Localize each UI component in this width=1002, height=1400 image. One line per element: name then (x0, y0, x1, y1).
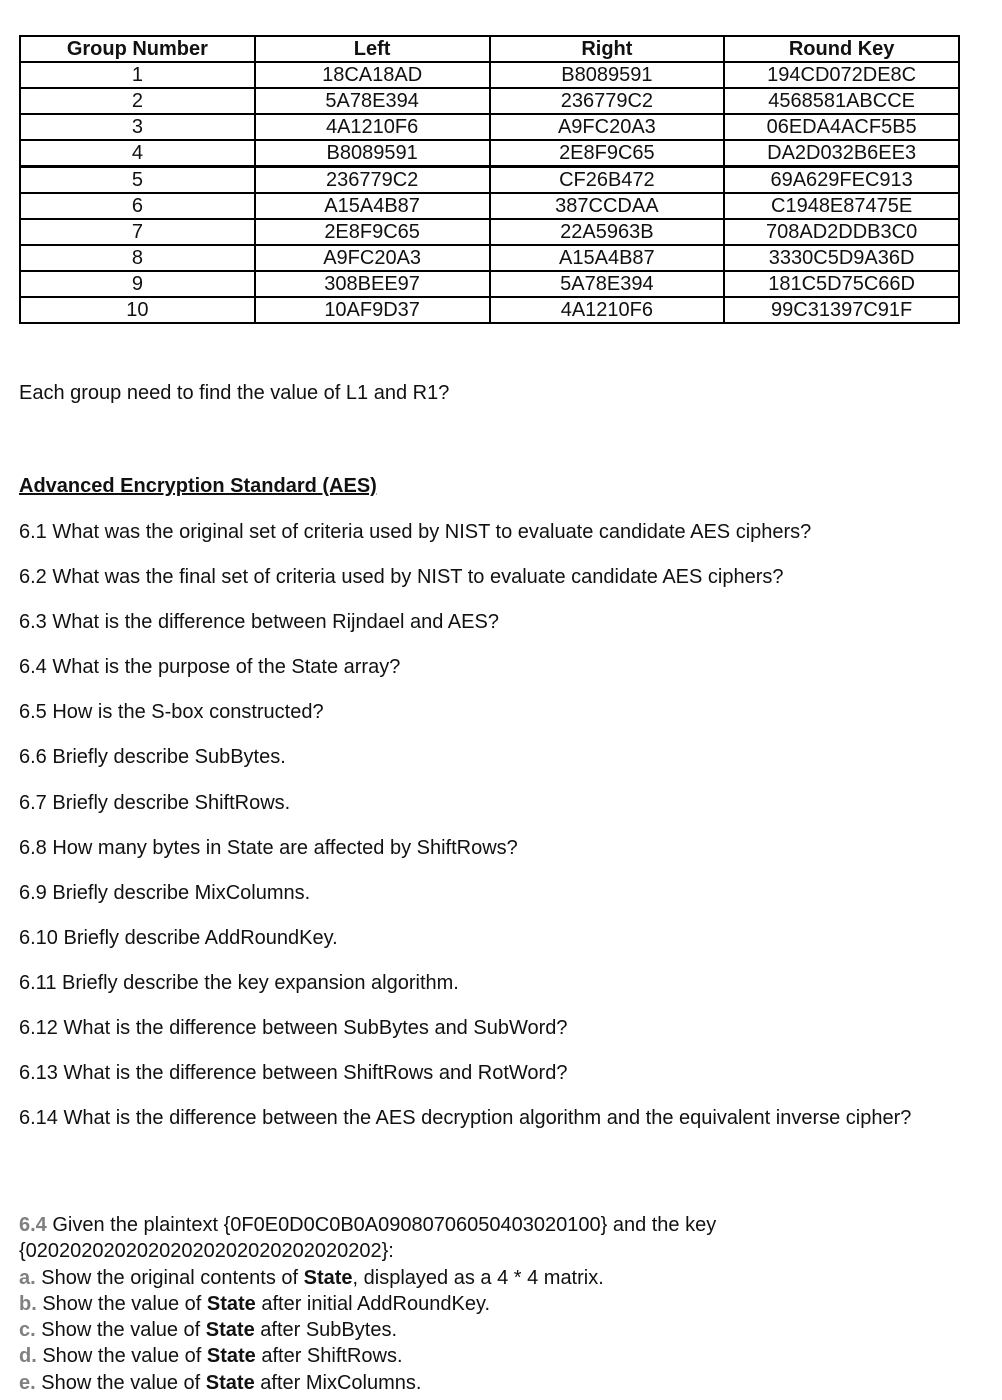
question-item: 6.13 What is the difference between ShiftRows and RotWord? (19, 1062, 568, 1085)
part-text: Show the value of (36, 1292, 207, 1315)
table-row (20, 62, 959, 88)
problem-statement (19, 1212, 960, 1238)
cell-left: 2E8F9C65 (255, 219, 490, 245)
cell-right: A15A4B87 (490, 245, 725, 271)
intro-text: Each group need to find the value of L1 and R1? (19, 382, 450, 404)
problem-part (19, 1370, 960, 1396)
cell-left: 5A78E394 (255, 88, 490, 114)
table-row (20, 297, 959, 323)
cell-round-key: 708AD2DDB3C0 (724, 219, 959, 245)
question-item: 6.1 What was the original set of criteria used by NIST to evaluate candidate AES ciphers? (19, 521, 812, 543)
part-text: Show the value of (35, 1371, 206, 1394)
cell-group: 9 (20, 271, 255, 297)
group-table (19, 35, 960, 324)
cell-round-key: DA2D032B6EE3 (724, 140, 959, 167)
cell-right: 236779C2 (490, 88, 725, 114)
question-item: 6.10 Briefly describe AddRoundKey. (19, 926, 338, 949)
part-letter: e. (19, 1371, 36, 1394)
question-item: 6.9 Briefly describe MixColumns. (19, 881, 311, 904)
cell-left: A15A4B87 (255, 193, 490, 219)
header-group-number: Group Number (20, 36, 255, 62)
problem-part (19, 1343, 960, 1369)
question-item: 6.11 Briefly describe the key expansion algorithm. (19, 971, 459, 994)
cell-left: 10AF9D37 (255, 297, 490, 323)
part-text: after initial AddRoundKey. (255, 1292, 491, 1315)
question-item: 6.2 What was the final set of criteria used by NIST to evaluate candidate AES ciphers? (19, 566, 784, 589)
cell-left: A9FC20A3 (255, 245, 490, 271)
part-text: Show the original contents of (35, 1266, 304, 1289)
document-page (19, 35, 960, 1394)
cell-left: 308BEE97 (255, 271, 490, 297)
part-text: after ShiftRows. (255, 1345, 403, 1368)
cell-right: 2E8F9C65 (490, 140, 725, 167)
part-text: after MixColumns. (254, 1371, 422, 1394)
question-item: 6.8 How many bytes in State are affected by ShiftRows? (19, 836, 518, 859)
table-header-row (20, 36, 959, 62)
part-letter: a. (19, 1266, 36, 1289)
question-item: 6.7 Briefly describe ShiftRows. (19, 791, 291, 814)
cell-round-key: 69A629FEC913 (724, 167, 959, 194)
question-item: 6.12 What is the difference between SubBytes and SubWord? (19, 1017, 568, 1040)
part-text: Show the value of (35, 1319, 206, 1342)
header-left: Left (255, 36, 490, 62)
part-text: Show the value of (36, 1345, 207, 1368)
cell-round-key: 3330C5D9A36D (724, 245, 959, 271)
part-bold: State (206, 1292, 256, 1315)
part-text: , displayed as a 4 * 4 matrix. (352, 1266, 604, 1289)
table-row (20, 88, 959, 114)
question-item: 6.6 Briefly describe SubBytes. (19, 746, 286, 769)
problem-line-1: Given the plaintext {0F0E0D0C0B0A09080706050403020100} and the key (46, 1214, 717, 1236)
cell-round-key: 99C31397C91F (724, 297, 959, 323)
problem-block (19, 1212, 960, 1396)
table-row (20, 245, 959, 271)
problem-part (19, 1317, 960, 1343)
cell-right: 387CCDAA (490, 193, 725, 219)
cell-right: 5A78E394 (490, 271, 725, 297)
problem-number: 6.4 (19, 1214, 47, 1236)
question-item: 6.14 What is the difference between the AES decryption algorithm and the equivalent inverse cipher? (19, 1107, 912, 1130)
cell-left: B8089591 (255, 140, 490, 167)
cell-round-key: 4568581ABCCE (724, 88, 959, 114)
question-item: 6.4 What is the purpose of the State array? (19, 656, 401, 679)
section-title: Advanced Encryption Standard (AES) (19, 475, 377, 497)
part-text: after SubBytes. (254, 1319, 397, 1342)
header-round-key: Round Key (724, 36, 959, 62)
cell-left: 18CA18AD (255, 62, 490, 88)
cell-right: B8089591 (490, 62, 725, 88)
cell-left: 4A1210F6 (255, 114, 490, 140)
problem-part (19, 1291, 960, 1317)
cell-round-key: C1948E87475E (724, 193, 959, 219)
header-right: Right (490, 36, 725, 62)
table-row (20, 271, 959, 297)
problem-part (19, 1265, 960, 1291)
cell-round-key: 181C5D75C66D (724, 271, 959, 297)
cell-group: 2 (20, 88, 255, 114)
cell-group: 7 (20, 219, 255, 245)
cell-group: 4 (20, 140, 255, 167)
part-bold: State (205, 1371, 255, 1394)
cell-right: 4A1210F6 (490, 297, 725, 323)
cell-right: CF26B472 (490, 167, 725, 194)
table-row (20, 114, 959, 140)
cell-group: 8 (20, 245, 255, 271)
part-letter: d. (19, 1345, 37, 1368)
cell-group: 6 (20, 193, 255, 219)
cell-group: 3 (20, 114, 255, 140)
cell-group: 5 (20, 167, 255, 194)
part-bold: State (206, 1345, 256, 1368)
table-row (20, 140, 959, 167)
part-bold: State (303, 1266, 353, 1289)
cell-group: 1 (20, 62, 255, 88)
question-list (19, 518, 960, 1133)
cell-round-key: 194CD072DE8C (724, 62, 959, 88)
cell-left: 236779C2 (255, 167, 490, 194)
table-row (20, 193, 959, 219)
question-item: 6.5 How is the S-box constructed? (19, 701, 324, 724)
cell-right: 22A5963B (490, 219, 725, 245)
question-item: 6.3 What is the difference between Rijndael and AES? (19, 611, 499, 634)
table-row (20, 219, 959, 245)
part-letter: b. (19, 1292, 37, 1315)
cell-group: 10 (20, 297, 255, 323)
cell-right: A9FC20A3 (490, 114, 725, 140)
cell-round-key: 06EDA4ACF5B5 (724, 114, 959, 140)
table-row (20, 167, 959, 194)
part-letter: c. (19, 1319, 36, 1342)
problem-line-2: {02020202020202020202020202020202}: (19, 1240, 394, 1263)
part-bold: State (205, 1319, 255, 1342)
